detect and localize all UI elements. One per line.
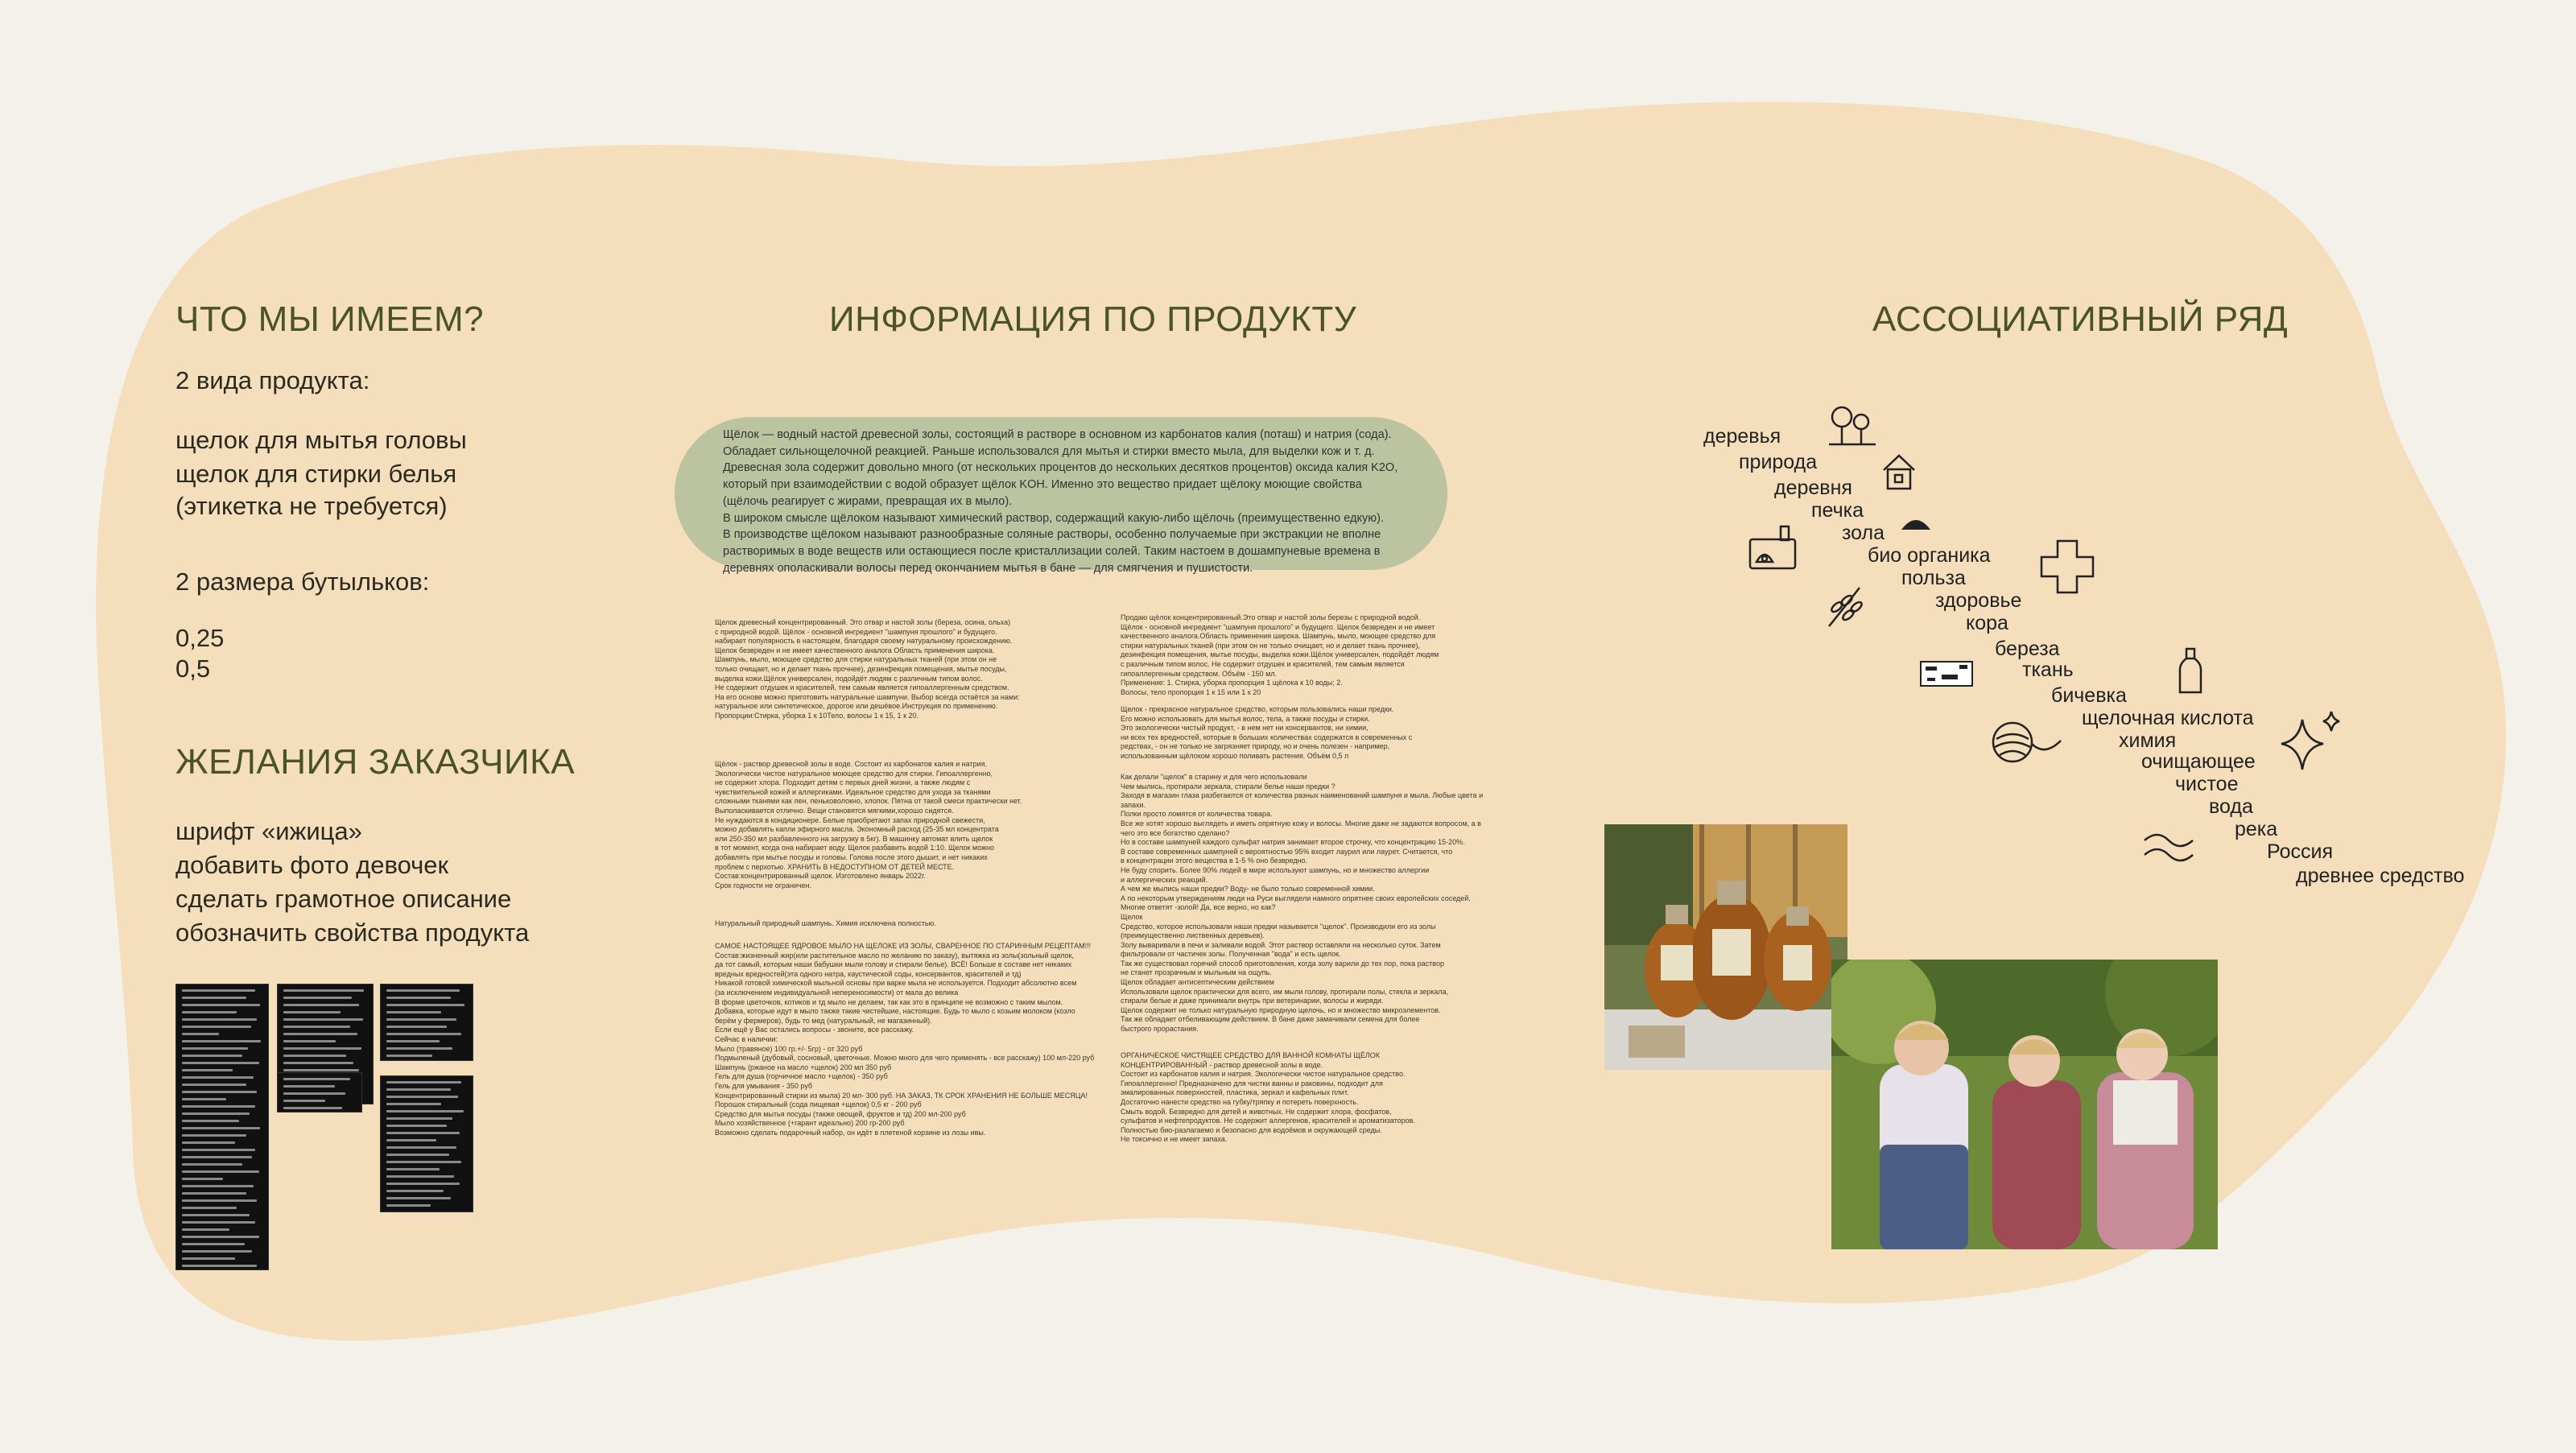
reference-screenshot <box>380 1075 473 1212</box>
health-cross-icon <box>2037 536 2098 597</box>
bottle-icon <box>2174 646 2207 697</box>
section-heading-client-wishes: ЖЕЛАНИЯ ЗАКАЗЧИКА <box>175 742 576 782</box>
product-description-block: Щелок - прекрасное натуральное средство, которым пользовались наши предки. Его можно использовать для мытья волос, тела, а также посуды и стирки. Это экологически чистый продукт, - в нем нет ни консервантов, ни химии, ни всех тех вредностей, которые в больших количествах содержатся в современных с редствах, - он не только не загрязняет природу, но и очень полезен - например, использованным щёлоком хорошо поливать растения. Объём 0,5 л <box>1121 705 1413 760</box>
product-hair-lye: щелок для мытья головы <box>175 426 467 454</box>
section-heading-product-info: ИНФОРМАЦИЯ ПО ПРОДУКТУ <box>829 299 1357 339</box>
association-word: Россия <box>2267 840 2333 863</box>
intro-line: В широком смысле щёлоком называют химический раствор, содержащий какую-либо щёлочь (преимущественно едкую). <box>723 511 1384 525</box>
association-word: химия <box>2119 729 2177 752</box>
house-icon <box>1880 452 1918 491</box>
product-laundry-note: (этикетка не требуется) <box>175 492 448 520</box>
reference-screenshot <box>277 1072 362 1112</box>
stove-icon <box>1745 523 1803 573</box>
association-word: чистое <box>2175 773 2239 795</box>
association-word: бичевка <box>2051 684 2127 707</box>
intro-line: деревнях ополаскивали волосы перед окончанием мытья в бане — для смягчения и пушистости. <box>723 561 1253 575</box>
twine-icon <box>1988 716 2066 768</box>
wish-item: сделать грамотное описание <box>175 885 512 913</box>
association-word: деревня <box>1774 477 1852 499</box>
product-types-label: 2 вида продукта: <box>175 366 370 394</box>
product-description-block: Продаю щёлок концентрированный.Это отвар и настой золы березы с природной водой. Щёлок - основной ингредиент "шампуня прошлого" и будущего. Щелок безвреден и не имеет качественного аналога.Область применения широка. Шампунь, мыло, моющее средство для стирки натуральных тканей (при этом он не только очищает, но и делает ткань прочнее), дезинфекция помещения, мытье посуды, выделка кожи.Щёлок универсален, подойдёт людям с различным типом волос. Не содержит отдушек и красителей, тем самым является гипоаллергенным средством. Объём - 150 мл. Применение: 1. Стирка, уборка пропорция 1 щёлока к 10 воды; 2. Волосы, тело пропорция 1 к 15 или 1 к 20 <box>1121 613 1439 696</box>
sparkle-icon <box>2278 708 2346 773</box>
wish-item: обозначить свойства продукта <box>175 918 530 947</box>
product-jars-photo <box>1604 824 1847 1070</box>
association-word: щелочная кислота <box>2082 707 2254 729</box>
section-heading-associations: АССОЦИАТИВНЫЙ РЯД <box>1872 299 2289 339</box>
product-intro-bubble <box>675 417 1447 575</box>
reference-screenshot <box>380 984 473 1061</box>
water-wave-icon <box>2140 823 2198 868</box>
intro-line: который при взаимодействии с водой образует щёлок KOH. Именно это вещество придает щёлоку моющие свойства <box>723 478 1362 492</box>
product-description-block: Как делали "щелок" в старину и для чего использовали Чем мылись, протирали зеркала, стирали белье наши предки ? Заходя в магазин глаза разбегаются от количества разных наименований шампуня и мыла. Любые цвета и запахи. Полки просто ломятся от количества товара. Все же хотят хорошо выглядеть и иметь опрятную кожу и волосы. Многие даже не задаются вопросом, а в чего это все богатство сделано? Но в составе шампуней каждого сульфат натрия занимает второе строчку, что концентрацию 15-20%. В составе современных шампуней с вероятностью 95% входит лаурил или лаурет. Считается, что в концентрации этого вещества в 1-5 % оно безвредно. Не буду спорить. Более 90% людей в мире используют шампунь, но и множество аллергии и аллергических реакций. А чем же мылись наши предки? Воду- не было только современной химии. А по некоторым утверждениям люди на Руси выглядели намного опрятнее своих европейских соседей. Многие ответят -золой! Да, все верно, но как? Щелок Средство, которое использовали наши предки называется "щелок". Производили его из золы (преимущественно лиственных деревьев). Золу вываривали в печи и заливали водой. Этот раствор оставляли на несколько суток. Затем фильтровали от частичек золы. Полученная "вода" и есть щелок. Так же существовал горячий способ приготовления, когда золу варили до тех пор, пока раствор не станет прозрачным и мыльным на ощупь. Щелок обладает антисептическим действием Использовали щелок практически для всего, им мыли голову, протирали полы, стекла и зеркала, стирали белые и даже принимали внутрь при ветеринарии, волосы и жиряди. Щелок содержит не только натуральную природную щелочь, но и множество микроэлементов. Так же обладает отбеливающим действием. В бане даже замачивали семена для более быстрого прорастания. <box>1121 773 1484 1034</box>
association-word: деревья <box>1703 425 1781 448</box>
wish-item: шрифт «ижица» <box>175 817 362 845</box>
wish-item: добавить фото девочек <box>175 851 449 879</box>
product-laundry-lye: щелок для стирки белья <box>175 460 457 488</box>
association-word: печка <box>1811 499 1864 522</box>
section-heading-what-we-have: ЧТО МЫ ИМЕЕМ? <box>175 299 485 339</box>
intro-line: Древесная зола содержит довольно много (от нескольких процентов до нескольких десятков процентов) оксида калия K2O, <box>723 461 1398 475</box>
association-word: здоровье <box>1935 589 2022 612</box>
association-word: био органика <box>1868 544 1991 567</box>
product-description-block: Щелок древесный концентрированный. Это отвар и настой золы (береза, осина, ольха) с природной водой. Щёлок - основной ингредиент "шампуня прошлого" и будущего. набирает популярность в настоящем, благодаря своему натуральному происхождению. Щелок безвреден и не имеет качественного аналога Область применения широка. Шампунь, мыло, моющее средство для стирки натуральных тканей (при этом он не только очищает, но и делает ткань прочнее), дезинфекция помещения, мытье посуды, выделка кожи.Щёлок универсален, подойдёт людям с различным типом волос. Не содержит отдушек и красителей, тем самым является гипоаллергенным средством. На его основе можно приготовить натуральные шампуни. Выбор всегда остаётся за нами: натуральное или синтетическое, дорогое или дешёвое.Инструкция по применению. Пропорции:Стирка, уборка 1 к 10Тело, волосы 1 к 15, 1 к 20. <box>715 618 1020 720</box>
association-word: ткань <box>2022 658 2074 681</box>
product-description-block: САМОЕ НАСТОЯЩЕЕ ЯДРОВОЕ МЫЛО НА ЩЕЛОКЕ ИЗ ЗОЛЫ, СВАРЕННОЕ ПО СТАРИННЫМ РЕЦЕПТАМ!!! Состав:жизненный жир(или растительное масло по желанию по заказу), вытяжка из золы(зольный щелок, да тот самый, которым наши бабушки мыли голову и стирали белье). ВСЁ! Больше в составе нет никаких вредных вредностей(эта одного натра, каустической соды, консервантов, красителей и тд) Никакой готовой химической мыльной основы при варке мыла не используется. Подходит абсолютно всем (за исключением индивидуальной непереносимости) от мала до велика В форме цветочков, котиков и тд мыло не делаем, так как это в принципе не возможно с таким мылом. Добавка, которые идут в мыло также такие чистейшие, настоящие. Будь то мыло с козьим молоком (козло берём у фермеров), будь то мед (натуральный, не магазинный). Если ещё у Вас остались вопросы - звоните, все расскажу. Сейчас в наличии: Мыло (травяное) 100 гр.+/- 5гр) - от 320 руб Подмыленый (дубовый, сосновый, цветочные. Можно много для чего применять - все расскажу) 100 мл-220 руб Шампунь (ржаное на масло +щелок) 200 мл 350 руб Гель для душа (горчичное масло +щелок) - 350 руб Гель для умывания - 350 руб Концентрированный стирки из мыла) 20 мл- 300 руб. НА ЗАКАЗ, ТК СРОК ХРАНЕНИЯ НЕ БОЛЬШЕ МЕСЯЦА! Порошок стиральный (сода пищевая +щелок) 0,5 кг - 200 руб Средство для мытья посуды (также овощей, фруктов и тд) 200 мл-200 руб Мыло хозяйственное (+гарант идеально) 200 гр-200 руб Возможно сделать подарочный набор, он идёт в плетеной корзине из лозы ивы. <box>715 942 1095 1137</box>
association-word: очищающее <box>2141 750 2256 773</box>
bottle-sizes-label: 2 размера бутыльков: <box>175 568 430 596</box>
association-word: польза <box>1901 567 1966 589</box>
intro-line: растворимых в воде веществ или остающиеся после кристаллизации солей. Таким настоем в дошампуневые времена в <box>723 544 1381 558</box>
ash-pile-icon <box>1900 510 1932 533</box>
herb-icon <box>1823 583 1866 631</box>
intro-line: Щёлок — водный настой древесной золы, состоящий в растворе в основном из карбонатов калия (поташ) и натрия (сода). <box>723 428 1392 441</box>
intro-line: В производстве щёлоком называют разнообразные соляные растворы, особенно получаемые при экстракции не вполне <box>723 528 1381 542</box>
product-description-block: ОРГАНИЧЕСКОЕ ЧИСТЯЩЕЕ СРЕДСТВО ДЛЯ ВАННОЙ КОМНАТЫ ЩЁЛОК КОНЦЕНТРИРОВАННЫЙ - раствор древесной золы в воде. Состоит из карбонатов калия и натрия. Экологически чистое натуральное средство. Гипоаллергенно! Предназначено для чистки ванны и раковины, подходит для эмалированных поверхностей, пластика, зеркал и кафельных плит. Достаточно нанести средство на губку/тряпку и потереть поверхность. Смыть водой. Безвредно для детей и животных. Не содержит хлора, фосфатов, сульфатов и нефтепродуктов. Не содержит аллергенов, красителей и ароматизаторов. Полностью био-разлагаемо и безопасно для водоёмов и окружающей среды. Не токсично и не имеет запаха. <box>1121 1051 1415 1144</box>
association-word: древнее средство <box>2296 865 2465 887</box>
birch-bark-icon <box>1916 654 1980 694</box>
product-description-block: Щёлок - раствор древесной золы в воде. Состоит из карбонатов калия и натрия. Экологически чистое натуральное моющее средство для стирки. Гипоаллергенно, не содержит хлора. Подходит детям с первых дней жизни, а также людям с чувствительной кожей и аллергиками. Идеальное средство для ухода за тканями сложными тканями как лен, пеньковолокно, хлопок. Пятна от такой смеси практически нет. Выполаскивается отлично. Вещи становятся мягкими,хорошо сидятся. Не нуждаются в кондиционере. Белые приобретают запах природной свежести, можно добавлять капли эфирного масла. Экономный расход (25-35 мл концентрата или 250-350 мл разбавленного на загрузку в 5кг). В машинку автомат влить щелок в тот момент, когда она набирает воду. Щелок разбавить водой 1:10. Щелок можно добавлять при мытье посуды и головы. Голова после этого дышит, и нет никаких проблем с перхотью. ХРАНИТЬ В НЕДОСТУПНОМ ОТ ДЕТЕЙ МЕСТЕ. Состав:концентрированный щелок. Изготовлено январь 2022г. Срок годности не ограничен. <box>715 760 1022 890</box>
bottle-size-small: 0,25 <box>175 624 225 652</box>
girls-photo <box>1831 960 2218 1249</box>
association-word: зола <box>1842 522 1885 544</box>
bottle-size-large: 0,5 <box>175 654 211 683</box>
intro-line: Обладает сильнощелочной реакцией. Раньше использовался для мытья и стирки вместо мыла, для выделки кож и т. д. <box>723 444 1375 458</box>
reference-screenshot <box>175 984 269 1270</box>
association-word: береза <box>1995 638 2060 660</box>
association-word: кора <box>1966 612 2008 634</box>
association-word: река <box>2235 818 2278 840</box>
association-word: вода <box>2209 795 2253 818</box>
tree-icon <box>1826 404 1879 449</box>
association-word: природа <box>1739 451 1818 473</box>
intro-line: (щёлочь реагирует с жирами, превращая их в мыло). <box>723 494 1013 508</box>
product-description-block: Натуральный природный шампунь. Химия исключена полностью. <box>715 919 936 927</box>
